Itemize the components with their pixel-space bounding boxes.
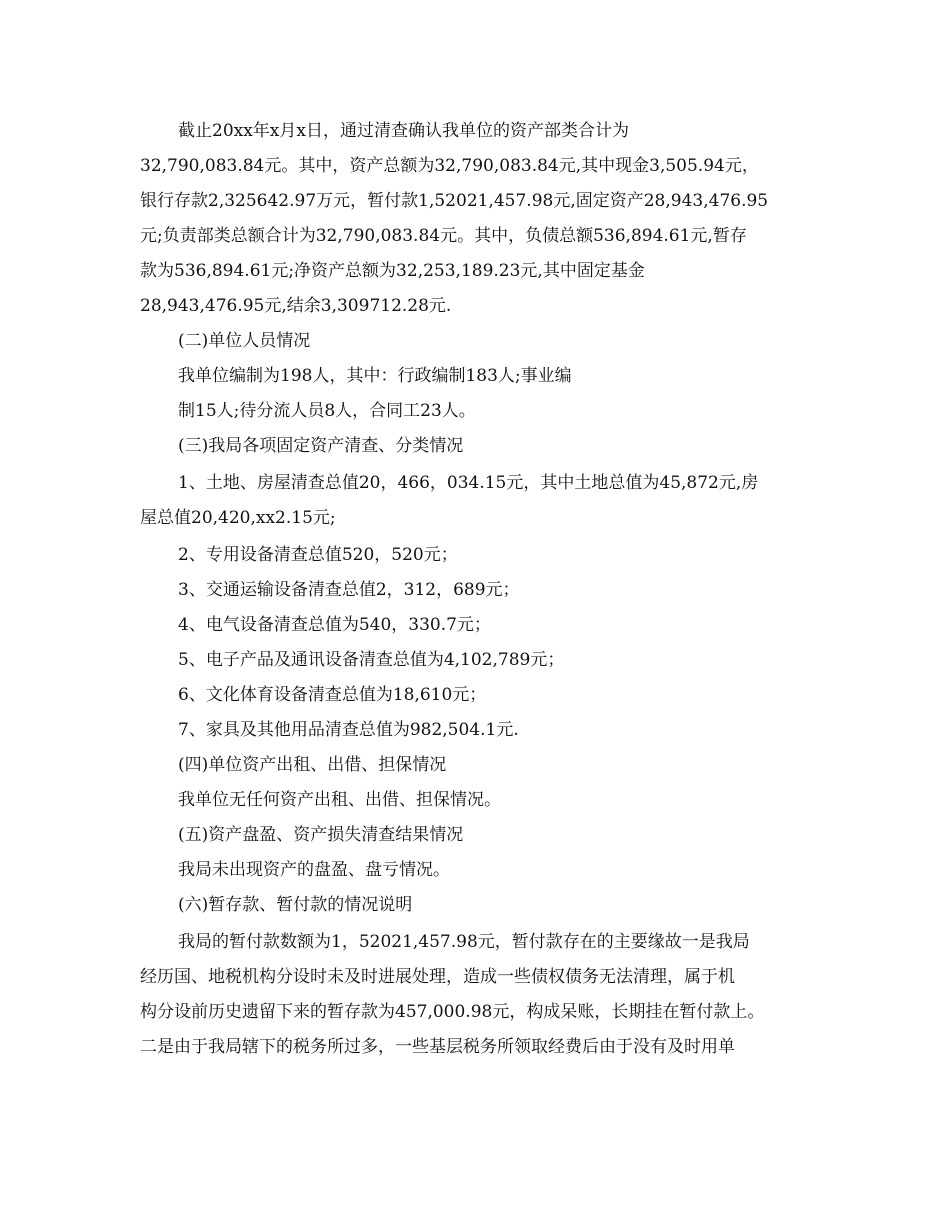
text-line: 二是由于我局辖下的税务所过多，一些基层税务所领取经费后由于没有及时用单 — [140, 1037, 735, 1057]
section-heading: (二)单位人员情况 — [178, 331, 311, 351]
list-item: 1、土地、房屋清查总值20，466，034.15元，其中土地总值为45,872元,房 — [178, 473, 759, 493]
section-heading: (六)暂存款、暂付款的情况说明 — [178, 895, 413, 915]
text-line: 我单位编制为198人，其中：行政编制183人;事业编 — [178, 366, 572, 386]
text-line: 我单位无任何资产出租、出借、担保情况。 — [178, 790, 501, 810]
text-line: 构分设前历史遗留下来的暂存款为457,000.98元，构成呆账，长期挂在暂付款上。 — [140, 1002, 765, 1022]
list-item: 4、电气设备清查总值为540，330.7元； — [178, 615, 491, 635]
text-line: 制15人;待分流人员8人，合同工23人。 — [178, 401, 476, 421]
text-line: 我局的暂付款数额为1，52021,457.98元，暂付款存在的主要缘故一是我局 — [178, 932, 750, 952]
list-item: 5、电子产品及通讯设备清查总值为4,102,789元； — [178, 650, 565, 670]
text-line: 32,790,083.84元。其中，资产总额为32,790,083.84元,其中现金3,505.94元， — [140, 156, 759, 176]
text-line: 屋总值20,420,xx2.15元; — [140, 508, 336, 528]
text-line: 款为536,894.61元;净资产总额为32,253,189.23元,其中固定基金 — [140, 261, 645, 281]
section-heading: (四)单位资产出租、出借、担保情况 — [178, 755, 447, 775]
text-line: 我局未出现资产的盘盈、盘亏情况。 — [178, 860, 450, 880]
list-item: 3、交通运输设备清查总值2，312，689元； — [178, 580, 520, 600]
text-line: 元;负责部类总额合计为32,790,083.84元。其中，负债总额536,894.61元,暂存 — [140, 226, 747, 246]
text-line: 28,943,476.95元,结余3,309712.28元. — [140, 296, 452, 316]
text-line: 截止20xx年x月x日，通过清查确认我单位的资产部类合计为 — [178, 121, 629, 141]
list-item: 6、文化体育设备清查总值为18,610元； — [178, 685, 487, 705]
text-line: 经历国、地税机构分设时未及时进展处理，造成一些债权债务无法清理，属于机 — [140, 967, 735, 987]
section-heading: (五)资产盘盈、资产损失清查结果情况 — [178, 825, 464, 845]
section-heading: (三)我局各项固定资产清查、分类情况 — [178, 436, 464, 456]
text-line: 银行存款2,325642.97万元，暂付款1,52021,457.98元,固定资产28,943,476.95 — [140, 191, 769, 211]
list-item: 2、专用设备清查总值520，520元； — [178, 545, 458, 565]
list-item: 7、家具及其他用品清查总值为982,504.1元. — [178, 720, 519, 740]
